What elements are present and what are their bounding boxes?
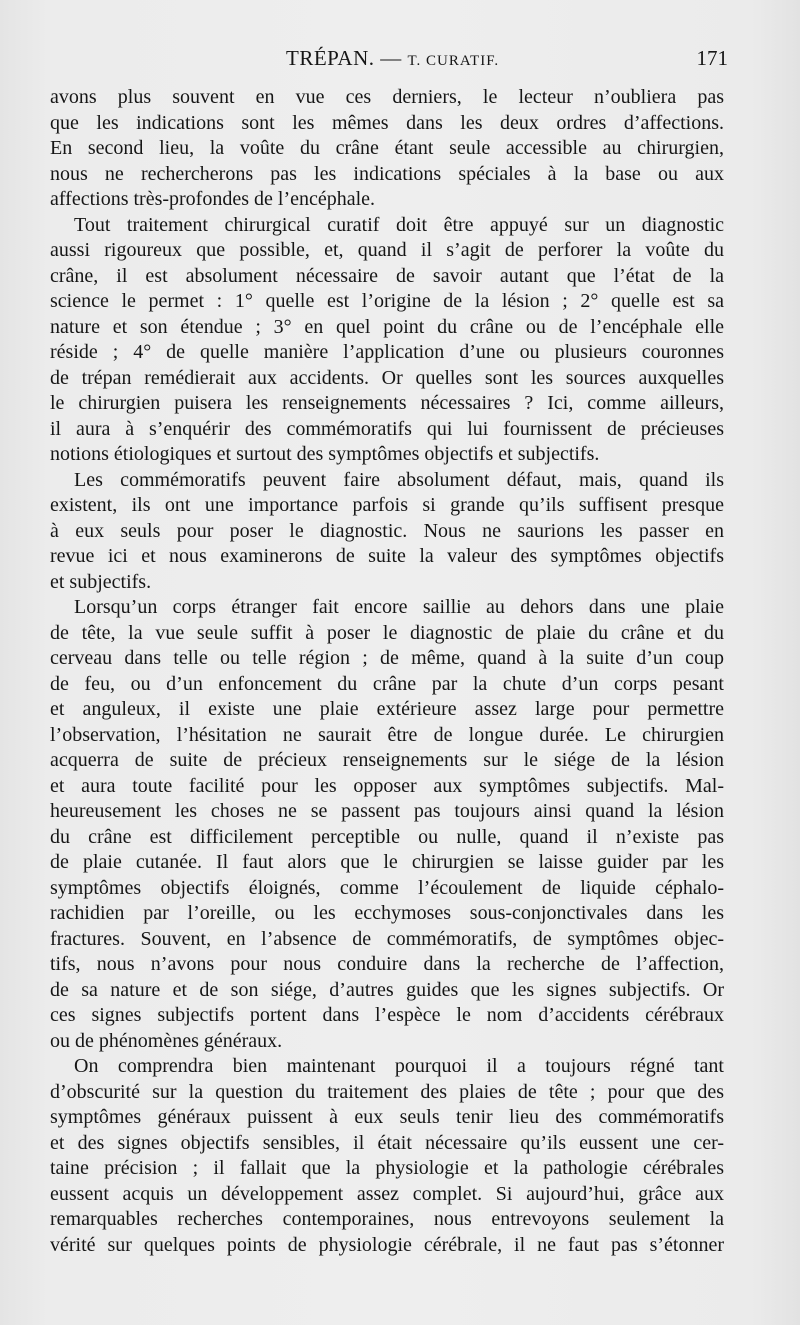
text-line: En second lieu, la voûte du crâne étant seule accessible au chirurgien, bbox=[50, 137, 724, 159]
page-number: 171 bbox=[696, 46, 728, 70]
text-line: d’obscurité sur la question du traitement des plaies de tête ; pour que des bbox=[50, 1080, 724, 1103]
text-line: Les commémoratifs peuvent faire absolument défaut, mais, quand ils bbox=[74, 468, 724, 491]
paragraph bbox=[50, 213, 724, 468]
text-line: Lorsqu’un corps étranger fait encore saillie au dehors dans une plaie bbox=[74, 596, 724, 618]
text-line: ces signes subjectifs portent dans l’espèce le nom d’accidents cérébraux bbox=[50, 1004, 724, 1026]
running-head-title: TRÉPAN. bbox=[286, 46, 375, 70]
text-line: et aura toute facilité pour les opposer aux symptômes subjectifs. Mal- bbox=[50, 774, 724, 797]
text-line: existent, ils ont une importance parfois si grande qu’ils suffisent presque bbox=[50, 494, 724, 516]
text-line: fractures. Souvent, en l’absence de commémoratifs, de symptômes objec- bbox=[50, 927, 724, 950]
text-line: science le permet : 1° quelle est l’origine de la lésion ; 2° quelle est sa bbox=[50, 290, 724, 312]
paragraph bbox=[50, 595, 724, 1054]
text-line: nous ne rechercherons pas les indications spéciales à la base ou aux bbox=[50, 162, 724, 185]
body-text bbox=[50, 85, 724, 1258]
text-line: de feu, ou d’un enfoncement du crâne par la chute d’un corps pesant bbox=[50, 672, 724, 695]
text-line: que les indications sont les mêmes dans les deux ordres d’affections. bbox=[50, 111, 724, 134]
text-line: de plaie cutanée. Il faut alors que le chirurgien se laisse guider par les bbox=[50, 851, 724, 873]
text-line: aussi rigoureux que possible, et, quand il s’agit de perforer la voûte du bbox=[50, 239, 724, 261]
paragraph bbox=[50, 1054, 724, 1258]
text-line: à eux seuls pour poser le diagnostic. Nous ne saurions les passer en bbox=[50, 519, 724, 542]
running-head bbox=[286, 46, 499, 71]
text-line: Tout traitement chirurgical curatif doit être appuyé sur un diagnostic bbox=[74, 213, 724, 236]
text-line: il aura à s’enquérir des commémoratifs qui lui fournissent de précieuses bbox=[50, 417, 724, 440]
text-line: acquerra de suite de précieux renseignements sur le siége de la lésion bbox=[50, 749, 724, 771]
text-line: revue ici et nous examinerons de suite la valeur des symptômes objectifs bbox=[50, 545, 724, 567]
text-line: du crâne est difficilement perceptible ou nulle, quand il n’existe pas bbox=[50, 825, 724, 848]
text-line: et subjectifs. bbox=[50, 570, 152, 593]
text-line: remarquables recherches contemporaines, nous entrevoyons seulement la bbox=[50, 1208, 724, 1230]
text-line: tifs, nous n’avons pour nous conduire dans la recherche de l’affection, bbox=[50, 953, 724, 975]
text-line: eussent acquis un développement assez complet. Si aujourd’hui, grâce aux bbox=[50, 1182, 724, 1205]
text-line: l’observation, l’hésitation ne saurait être de longue durée. Le chirurgien bbox=[50, 723, 724, 746]
text-line: On comprendra bien maintenant pourquoi il a toujours régné tant bbox=[74, 1055, 724, 1077]
paragraph bbox=[50, 85, 724, 213]
running-head-dash: — bbox=[380, 46, 402, 70]
paragraph bbox=[50, 468, 724, 596]
text-line: rachidien par l’oreille, ou les ecchymoses sous-conjonctivales dans les bbox=[50, 902, 724, 924]
text-line: heureusement les choses ne se passent pas toujours ainsi quand la lésion bbox=[50, 800, 724, 822]
text-line: symptômes objectifs éloignés, comme l’écoulement de liquide céphalo- bbox=[50, 876, 724, 899]
text-line: avons plus souvent en vue ces derniers, le lecteur n’oubliera pas bbox=[50, 86, 724, 108]
text-line: et anguleux, il existe une plaie extérieure assez large pour permettre bbox=[50, 698, 724, 720]
text-line: de sa nature et de son siége, d’autres guides que les signes subjectifs. Or bbox=[50, 978, 724, 1001]
text-line: crâne, il est absolument nécessaire de savoir autant que l’état de la bbox=[50, 264, 724, 287]
running-head-section: T. CURATIF. bbox=[407, 53, 500, 69]
text-line: et des signes objectifs sensibles, il était nécessaire qu’ils eussent une cer- bbox=[50, 1131, 724, 1154]
text-line: de tête, la vue seule suffit à poser le diagnostic de plaie du crâne et du bbox=[50, 621, 724, 644]
text-line: cerveau dans telle ou telle région ; de même, quand à la suite d’un coup bbox=[50, 647, 724, 669]
text-line: vérité sur quelques points de physiologie cérébrale, il ne faut pas s’étonner bbox=[50, 1233, 724, 1256]
text-line: taine précision ; il fallait que la physiologie et la pathologie cérébrales bbox=[50, 1157, 724, 1179]
text-line: le chirurgien puisera les renseignements nécessaires ? Ici, comme ailleurs, bbox=[50, 392, 724, 414]
text-line: ou de phénomènes généraux. bbox=[50, 1029, 283, 1052]
text-line: nature et son étendue ; 3° en quel point du crâne ou de l’encéphale elle bbox=[50, 315, 724, 338]
text-line: réside ; 4° de quelle manière l’application d’une ou plusieurs couronnes bbox=[50, 341, 724, 363]
text-line: symptômes généraux puissent à eux seuls tenir lieu des commémoratifs bbox=[50, 1106, 724, 1128]
text-line: notions étiologiques et surtout des symptômes objectifs et subjectifs. bbox=[50, 443, 600, 465]
text-line: affections très-profondes de l’encéphale. bbox=[50, 188, 376, 210]
text-line: de trépan remédierait aux accidents. Or quelles sont les sources auxquelles bbox=[50, 366, 724, 389]
page-header bbox=[50, 46, 728, 74]
